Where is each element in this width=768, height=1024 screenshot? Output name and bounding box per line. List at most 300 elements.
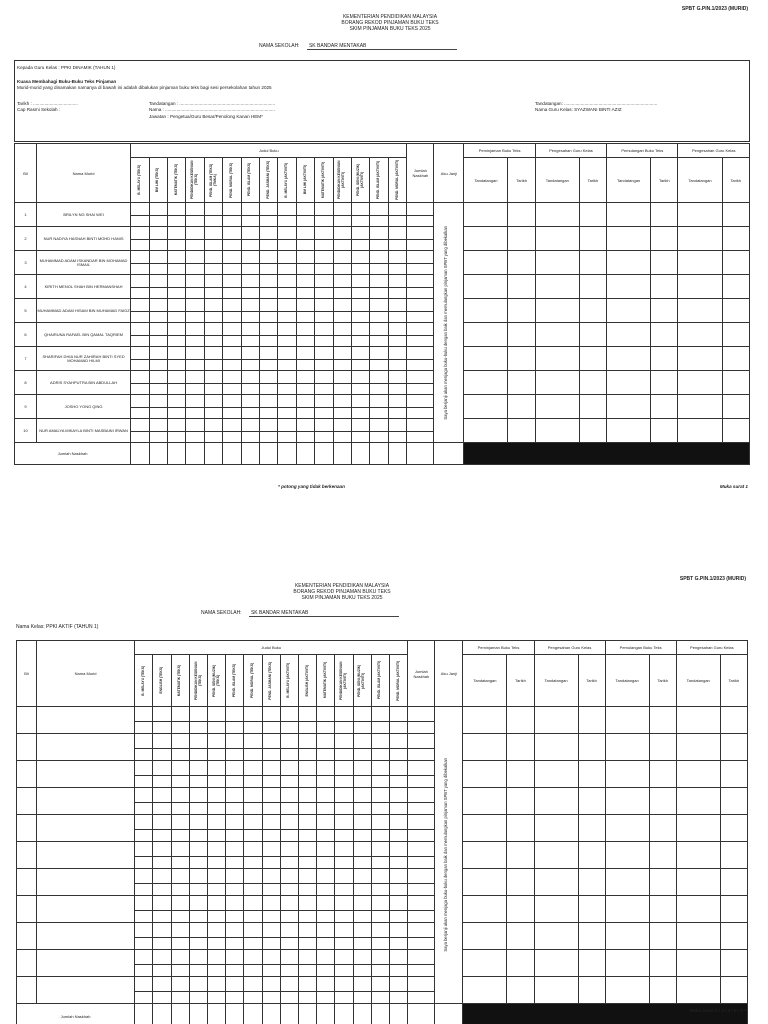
- book-cell[interactable]: [241, 371, 259, 384]
- book-cell[interactable]: [153, 977, 171, 992]
- book-cell[interactable]: [241, 336, 259, 347]
- book-cell[interactable]: [278, 323, 296, 336]
- book-cell[interactable]: [259, 264, 277, 275]
- book-cell[interactable]: [171, 788, 189, 803]
- book-cell[interactable]: [153, 911, 171, 923]
- book-cell[interactable]: [262, 938, 280, 950]
- book-cell[interactable]: [388, 251, 407, 264]
- book-cell[interactable]: [167, 275, 185, 288]
- book-cell[interactable]: [388, 216, 407, 227]
- book-cell[interactable]: [135, 749, 153, 761]
- book-cell[interactable]: [241, 251, 259, 264]
- book-cell[interactable]: [171, 734, 189, 749]
- book-cell[interactable]: [186, 203, 204, 216]
- book-cell[interactable]: [278, 419, 296, 432]
- book-cell[interactable]: [370, 395, 388, 408]
- book-cell[interactable]: [223, 384, 241, 395]
- book-cell[interactable]: [207, 803, 225, 815]
- book-cell[interactable]: [315, 299, 333, 312]
- date-cell[interactable]: [508, 419, 535, 443]
- date-cell[interactable]: [579, 227, 606, 251]
- book-cell[interactable]: [244, 749, 262, 761]
- book-cell[interactable]: [333, 384, 351, 395]
- book-cell[interactable]: [333, 323, 351, 336]
- book-cell[interactable]: [317, 815, 335, 830]
- signature-cell[interactable]: [464, 395, 508, 419]
- book-cell[interactable]: [244, 923, 262, 938]
- book-cell[interactable]: [371, 884, 389, 896]
- book-cell[interactable]: [296, 264, 314, 275]
- total-cell[interactable]: [333, 443, 351, 465]
- book-cell[interactable]: [241, 312, 259, 323]
- date-cell[interactable]: [720, 977, 747, 1004]
- book-cell[interactable]: [333, 264, 351, 275]
- book-cell[interactable]: [135, 977, 153, 992]
- book-cell[interactable]: [315, 419, 333, 432]
- book-cell[interactable]: [315, 395, 333, 408]
- book-cell[interactable]: [408, 884, 435, 896]
- book-cell[interactable]: [389, 977, 407, 992]
- book-cell[interactable]: [262, 842, 280, 857]
- book-cell[interactable]: [370, 275, 388, 288]
- book-cell[interactable]: [223, 251, 241, 264]
- book-cell[interactable]: [333, 408, 351, 419]
- book-cell[interactable]: [296, 275, 314, 288]
- book-cell[interactable]: [298, 950, 316, 965]
- book-cell[interactable]: [298, 896, 316, 911]
- book-cell[interactable]: [167, 288, 185, 299]
- book-cell[interactable]: [262, 761, 280, 776]
- book-cell[interactable]: [298, 938, 316, 950]
- book-cell[interactable]: [280, 830, 298, 842]
- signature-cell[interactable]: [678, 227, 722, 251]
- book-cell[interactable]: [388, 288, 407, 299]
- book-cell[interactable]: [207, 761, 225, 776]
- book-cell[interactable]: [135, 857, 153, 869]
- book-cell[interactable]: [135, 761, 153, 776]
- book-cell[interactable]: [131, 384, 149, 395]
- book-cell[interactable]: [189, 707, 207, 722]
- book-cell[interactable]: [335, 923, 353, 938]
- book-cell[interactable]: [407, 371, 434, 384]
- book-cell[interactable]: [353, 884, 371, 896]
- book-cell[interactable]: [280, 992, 298, 1004]
- book-cell[interactable]: [171, 857, 189, 869]
- date-cell[interactable]: [578, 707, 605, 734]
- book-cell[interactable]: [186, 384, 204, 395]
- book-cell[interactable]: [153, 896, 171, 911]
- book-cell[interactable]: [296, 360, 314, 371]
- book-cell[interactable]: [259, 408, 277, 419]
- date-cell[interactable]: [579, 251, 606, 275]
- book-cell[interactable]: [298, 842, 316, 857]
- book-cell[interactable]: [153, 788, 171, 803]
- book-cell[interactable]: [278, 371, 296, 384]
- book-cell[interactable]: [244, 734, 262, 749]
- date-cell[interactable]: [722, 395, 750, 419]
- book-cell[interactable]: [351, 323, 369, 336]
- book-cell[interactable]: [135, 950, 153, 965]
- book-cell[interactable]: [408, 977, 435, 992]
- book-cell[interactable]: [280, 776, 298, 788]
- book-cell[interactable]: [351, 432, 369, 443]
- book-cell[interactable]: [131, 336, 149, 347]
- book-cell[interactable]: [389, 788, 407, 803]
- book-cell[interactable]: [296, 203, 314, 216]
- book-cell[interactable]: [262, 869, 280, 884]
- book-cell[interactable]: [262, 788, 280, 803]
- book-cell[interactable]: [353, 911, 371, 923]
- total-cell[interactable]: [149, 443, 167, 465]
- book-cell[interactable]: [189, 803, 207, 815]
- book-cell[interactable]: [149, 264, 167, 275]
- signature-cell[interactable]: [678, 299, 722, 323]
- book-cell[interactable]: [407, 408, 434, 419]
- book-cell[interactable]: [171, 722, 189, 734]
- date-cell[interactable]: [722, 299, 750, 323]
- book-cell[interactable]: [280, 911, 298, 923]
- book-cell[interactable]: [135, 842, 153, 857]
- date-cell[interactable]: [508, 371, 535, 395]
- signature-cell[interactable]: [607, 395, 651, 419]
- book-cell[interactable]: [317, 965, 335, 977]
- book-cell[interactable]: [167, 251, 185, 264]
- book-cell[interactable]: [189, 938, 207, 950]
- book-cell[interactable]: [335, 938, 353, 950]
- book-cell[interactable]: [389, 734, 407, 749]
- signature-cell[interactable]: [607, 419, 651, 443]
- signature-cell[interactable]: [607, 275, 651, 299]
- book-cell[interactable]: [317, 761, 335, 776]
- book-cell[interactable]: [241, 395, 259, 408]
- book-cell[interactable]: [278, 240, 296, 251]
- book-cell[interactable]: [280, 965, 298, 977]
- book-cell[interactable]: [278, 227, 296, 240]
- date-cell[interactable]: [507, 815, 534, 842]
- book-cell[interactable]: [298, 722, 316, 734]
- book-cell[interactable]: [351, 384, 369, 395]
- book-cell[interactable]: [370, 323, 388, 336]
- book-cell[interactable]: [298, 830, 316, 842]
- book-cell[interactable]: [259, 203, 277, 216]
- book-cell[interactable]: [333, 288, 351, 299]
- book-cell[interactable]: [388, 275, 407, 288]
- book-cell[interactable]: [278, 251, 296, 264]
- book-cell[interactable]: [171, 761, 189, 776]
- book-cell[interactable]: [371, 815, 389, 830]
- book-cell[interactable]: [226, 788, 244, 803]
- date-cell[interactable]: [649, 707, 676, 734]
- book-cell[interactable]: [135, 923, 153, 938]
- book-cell[interactable]: [241, 408, 259, 419]
- signature-cell[interactable]: [605, 869, 649, 896]
- signature-cell[interactable]: [535, 227, 579, 251]
- book-cell[interactable]: [131, 216, 149, 227]
- signature-cell[interactable]: [676, 977, 720, 1004]
- book-cell[interactable]: [149, 371, 167, 384]
- book-cell[interactable]: [317, 857, 335, 869]
- book-cell[interactable]: [226, 992, 244, 1004]
- book-cell[interactable]: [149, 384, 167, 395]
- book-cell[interactable]: [280, 815, 298, 830]
- book-cell[interactable]: [408, 938, 435, 950]
- book-cell[interactable]: [262, 884, 280, 896]
- book-cell[interactable]: [259, 395, 277, 408]
- book-cell[interactable]: [262, 749, 280, 761]
- book-cell[interactable]: [333, 227, 351, 240]
- book-cell[interactable]: [207, 734, 225, 749]
- book-cell[interactable]: [226, 776, 244, 788]
- book-cell[interactable]: [408, 803, 435, 815]
- book-cell[interactable]: [408, 896, 435, 911]
- book-cell[interactable]: [259, 432, 277, 443]
- book-cell[interactable]: [186, 275, 204, 288]
- book-cell[interactable]: [204, 323, 222, 336]
- book-cell[interactable]: [223, 288, 241, 299]
- date-cell[interactable]: [507, 977, 534, 1004]
- book-cell[interactable]: [317, 830, 335, 842]
- signature-cell[interactable]: [535, 203, 579, 227]
- signature-cell[interactable]: [605, 923, 649, 950]
- book-cell[interactable]: [244, 722, 262, 734]
- signature-cell[interactable]: [676, 815, 720, 842]
- book-cell[interactable]: [186, 227, 204, 240]
- book-cell[interactable]: [278, 384, 296, 395]
- book-cell[interactable]: [135, 707, 153, 722]
- signature-cell[interactable]: [535, 419, 579, 443]
- book-cell[interactable]: [149, 227, 167, 240]
- date-cell[interactable]: [722, 227, 750, 251]
- book-cell[interactable]: [262, 776, 280, 788]
- date-cell[interactable]: [579, 299, 606, 323]
- signature-cell[interactable]: [535, 395, 579, 419]
- total-cell[interactable]: [171, 1004, 189, 1024]
- book-cell[interactable]: [335, 749, 353, 761]
- book-cell[interactable]: [315, 360, 333, 371]
- date-cell[interactable]: [578, 842, 605, 869]
- book-cell[interactable]: [207, 923, 225, 938]
- signature-cell[interactable]: [676, 842, 720, 869]
- book-cell[interactable]: [153, 950, 171, 965]
- book-cell[interactable]: [317, 992, 335, 1004]
- book-cell[interactable]: [351, 360, 369, 371]
- book-cell[interactable]: [280, 803, 298, 815]
- date-cell[interactable]: [651, 299, 678, 323]
- book-cell[interactable]: [371, 788, 389, 803]
- signature-cell[interactable]: [605, 734, 649, 761]
- book-cell[interactable]: [244, 896, 262, 911]
- date-cell[interactable]: [722, 251, 750, 275]
- total-cell[interactable]: [135, 1004, 153, 1024]
- book-cell[interactable]: [171, 992, 189, 1004]
- date-cell[interactable]: [507, 761, 534, 788]
- book-cell[interactable]: [259, 288, 277, 299]
- book-cell[interactable]: [226, 911, 244, 923]
- date-cell[interactable]: [578, 734, 605, 761]
- book-cell[interactable]: [370, 336, 388, 347]
- signature-cell[interactable]: [607, 251, 651, 275]
- book-cell[interactable]: [171, 707, 189, 722]
- book-cell[interactable]: [351, 288, 369, 299]
- book-cell[interactable]: [389, 749, 407, 761]
- book-cell[interactable]: [149, 203, 167, 216]
- book-cell[interactable]: [298, 788, 316, 803]
- book-cell[interactable]: [131, 251, 149, 264]
- signature-cell[interactable]: [605, 896, 649, 923]
- book-cell[interactable]: [189, 992, 207, 1004]
- book-cell[interactable]: [259, 419, 277, 432]
- book-cell[interactable]: [278, 203, 296, 216]
- book-cell[interactable]: [278, 360, 296, 371]
- book-cell[interactable]: [223, 240, 241, 251]
- total-cell[interactable]: [280, 1004, 298, 1024]
- book-cell[interactable]: [280, 884, 298, 896]
- signature-cell[interactable]: [534, 842, 578, 869]
- book-cell[interactable]: [189, 749, 207, 761]
- signature-cell[interactable]: [534, 707, 578, 734]
- book-cell[interactable]: [317, 923, 335, 938]
- book-cell[interactable]: [153, 803, 171, 815]
- book-cell[interactable]: [244, 788, 262, 803]
- book-cell[interactable]: [189, 911, 207, 923]
- book-cell[interactable]: [171, 938, 189, 950]
- book-cell[interactable]: [298, 761, 316, 776]
- book-cell[interactable]: [280, 722, 298, 734]
- book-cell[interactable]: [280, 869, 298, 884]
- book-cell[interactable]: [317, 896, 335, 911]
- book-cell[interactable]: [226, 815, 244, 830]
- signature-cell[interactable]: [607, 323, 651, 347]
- book-cell[interactable]: [335, 815, 353, 830]
- book-cell[interactable]: [153, 761, 171, 776]
- book-cell[interactable]: [351, 275, 369, 288]
- book-cell[interactable]: [317, 869, 335, 884]
- book-cell[interactable]: [244, 707, 262, 722]
- date-cell[interactable]: [578, 950, 605, 977]
- book-cell[interactable]: [131, 323, 149, 336]
- book-cell[interactable]: [262, 722, 280, 734]
- book-cell[interactable]: [186, 251, 204, 264]
- book-cell[interactable]: [167, 264, 185, 275]
- book-cell[interactable]: [315, 216, 333, 227]
- book-cell[interactable]: [223, 312, 241, 323]
- book-cell[interactable]: [223, 432, 241, 443]
- book-cell[interactable]: [259, 216, 277, 227]
- book-cell[interactable]: [244, 911, 262, 923]
- book-cell[interactable]: [280, 950, 298, 965]
- book-cell[interactable]: [186, 312, 204, 323]
- book-cell[interactable]: [241, 384, 259, 395]
- book-cell[interactable]: [135, 803, 153, 815]
- book-cell[interactable]: [278, 299, 296, 312]
- date-cell[interactable]: [649, 734, 676, 761]
- book-cell[interactable]: [388, 323, 407, 336]
- book-cell[interactable]: [389, 938, 407, 950]
- book-cell[interactable]: [333, 216, 351, 227]
- total-cell[interactable]: [317, 1004, 335, 1024]
- book-cell[interactable]: [186, 371, 204, 384]
- signature-cell[interactable]: [534, 815, 578, 842]
- date-cell[interactable]: [720, 896, 747, 923]
- book-cell[interactable]: [335, 857, 353, 869]
- book-cell[interactable]: [153, 857, 171, 869]
- book-cell[interactable]: [204, 203, 222, 216]
- book-cell[interactable]: [407, 216, 434, 227]
- book-cell[interactable]: [135, 815, 153, 830]
- book-cell[interactable]: [317, 911, 335, 923]
- book-cell[interactable]: [167, 347, 185, 360]
- book-cell[interactable]: [389, 965, 407, 977]
- book-cell[interactable]: [204, 371, 222, 384]
- book-cell[interactable]: [167, 203, 185, 216]
- book-cell[interactable]: [315, 203, 333, 216]
- book-cell[interactable]: [204, 227, 222, 240]
- book-cell[interactable]: [244, 803, 262, 815]
- book-cell[interactable]: [353, 707, 371, 722]
- book-cell[interactable]: [371, 722, 389, 734]
- book-cell[interactable]: [153, 992, 171, 1004]
- book-cell[interactable]: [167, 408, 185, 419]
- book-cell[interactable]: [317, 803, 335, 815]
- book-cell[interactable]: [207, 911, 225, 923]
- signature-cell[interactable]: [605, 977, 649, 1004]
- total-cell[interactable]: [262, 1004, 280, 1024]
- book-cell[interactable]: [262, 857, 280, 869]
- book-cell[interactable]: [135, 830, 153, 842]
- signature-cell[interactable]: [464, 371, 508, 395]
- book-cell[interactable]: [207, 722, 225, 734]
- book-cell[interactable]: [371, 776, 389, 788]
- date-cell[interactable]: [722, 203, 750, 227]
- book-cell[interactable]: [207, 788, 225, 803]
- book-cell[interactable]: [149, 216, 167, 227]
- book-cell[interactable]: [167, 240, 185, 251]
- book-cell[interactable]: [333, 251, 351, 264]
- book-cell[interactable]: [370, 360, 388, 371]
- book-cell[interactable]: [207, 950, 225, 965]
- book-cell[interactable]: [131, 432, 149, 443]
- book-cell[interactable]: [280, 977, 298, 992]
- book-cell[interactable]: [351, 240, 369, 251]
- book-cell[interactable]: [296, 323, 314, 336]
- book-cell[interactable]: [244, 938, 262, 950]
- book-cell[interactable]: [204, 240, 222, 251]
- book-cell[interactable]: [408, 749, 435, 761]
- book-cell[interactable]: [204, 384, 222, 395]
- book-cell[interactable]: [351, 251, 369, 264]
- date-cell[interactable]: [578, 788, 605, 815]
- book-cell[interactable]: [226, 830, 244, 842]
- book-cell[interactable]: [407, 384, 434, 395]
- book-cell[interactable]: [296, 395, 314, 408]
- book-cell[interactable]: [259, 227, 277, 240]
- book-cell[interactable]: [186, 395, 204, 408]
- book-cell[interactable]: [298, 911, 316, 923]
- signature-cell[interactable]: [535, 371, 579, 395]
- signature-cell[interactable]: [534, 977, 578, 1004]
- book-cell[interactable]: [296, 251, 314, 264]
- book-cell[interactable]: [149, 275, 167, 288]
- book-cell[interactable]: [207, 842, 225, 857]
- book-cell[interactable]: [226, 722, 244, 734]
- book-cell[interactable]: [189, 896, 207, 911]
- book-cell[interactable]: [131, 395, 149, 408]
- book-cell[interactable]: [171, 950, 189, 965]
- book-cell[interactable]: [389, 761, 407, 776]
- book-cell[interactable]: [298, 776, 316, 788]
- book-cell[interactable]: [298, 734, 316, 749]
- date-cell[interactable]: [508, 227, 535, 251]
